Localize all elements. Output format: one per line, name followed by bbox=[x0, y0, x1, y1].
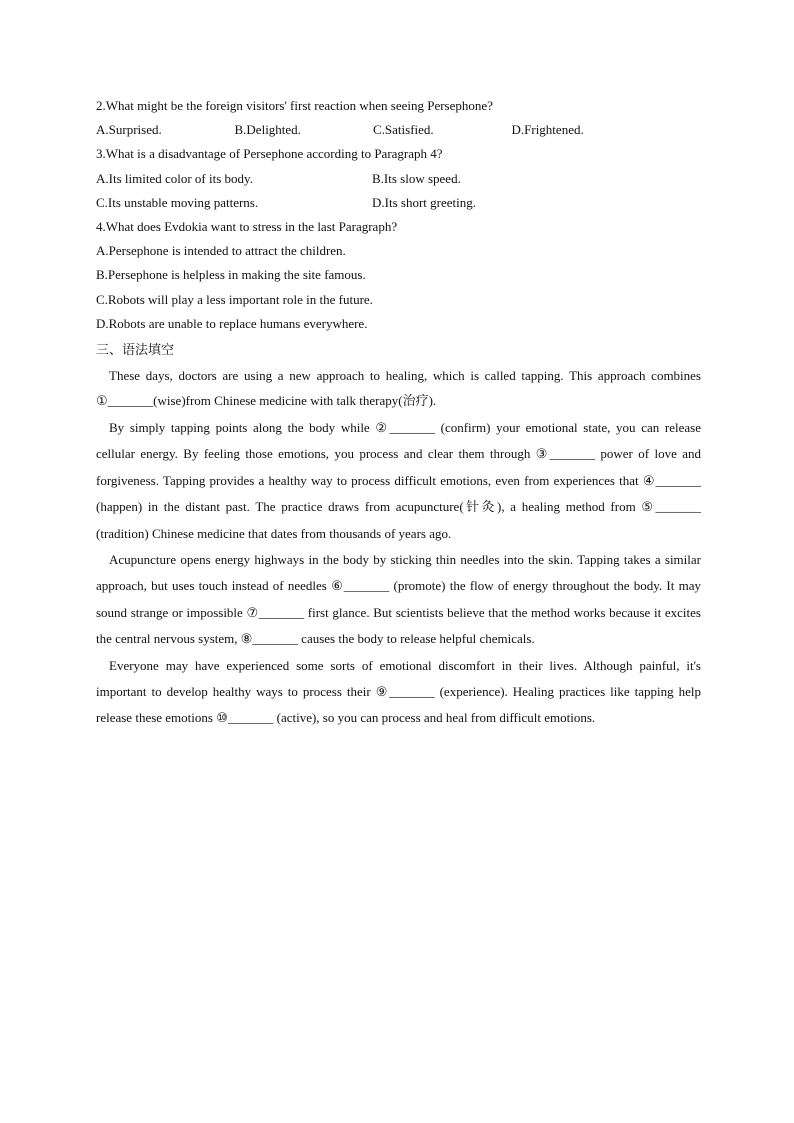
question-stem: 3.What is a disadvantage of Persephone according to Paragraph 4? bbox=[96, 146, 443, 162]
option-b: B.Delighted. bbox=[234, 122, 301, 138]
option-c: C.Robots will play a less important role in the future. bbox=[96, 291, 373, 307]
option-b: B.Persephone is helpless in making the site famous. bbox=[96, 267, 366, 283]
paragraph-3: Acupuncture opens energy highways in the body by sticking thin needles into the skin. Tapping takes a similar approach, but uses touch instead of needles ⑥_______ (promote) the flow of energy throughout the body. It may sound strange or impossible ⑦_______ first glance. But scientists believe that the method works because it excites the central nervous system, ⑧_______ causes the body to release helpful chemicals. bbox=[96, 551, 701, 647]
option-b: B.Its slow speed. bbox=[372, 170, 461, 186]
option-d: D.Its short greeting. bbox=[372, 194, 476, 210]
option-c: C.Its unstable moving patterns. bbox=[96, 194, 259, 210]
option-d: D.Robots are unable to replace humans everywhere. bbox=[96, 315, 368, 331]
question-stem: 4.What does Evdokia want to stress in the last Paragraph? bbox=[96, 218, 398, 234]
paragraph-2: By simply tapping points along the body while ②_______ (confirm) your emotional state, you can release cellular energy. By feeling those emotions, you process and clear them through ③_______ power of love and forgiveness. Tapping provides a healthy way to process difficult emotions, even from experiences that ④_______ (happen) in the distant past. The practice draws from acupuncture(针灸), a healing method from ⑤_______ (tradition) Chinese medicine that dates from thousands of years ago. bbox=[96, 419, 701, 541]
option-a: A.Surprised. bbox=[96, 122, 162, 138]
option-row bbox=[96, 167, 701, 191]
question-4 bbox=[96, 215, 701, 336]
document-body bbox=[96, 94, 701, 732]
question-3 bbox=[96, 142, 701, 215]
option-row bbox=[96, 118, 701, 142]
option-c: C.Satisfied. bbox=[373, 122, 434, 138]
paragraph-1: These days, doctors are using a new approach to healing, which is called tapping. This approach combines ①_______(wise)from Chinese medicine with talk therapy(治疗). bbox=[96, 367, 701, 408]
paragraph-4: Everyone may have experienced some sorts of emotional discomfort in their lives. Although painful, it's important to develop healthy ways to process their ⑨_______ (experience). Healing practices like tapping help release these emotions ⑩_______ (active), so you can process and heal from difficult emotions. bbox=[96, 657, 701, 726]
option-a: A.Its limited color of its body. bbox=[96, 170, 253, 186]
option-a: A.Persephone is intended to attract the children. bbox=[96, 243, 346, 259]
option-d: D.Frightened. bbox=[511, 122, 584, 138]
section-title: 三、语法填空 bbox=[96, 342, 175, 358]
option-row bbox=[96, 191, 701, 215]
question-2 bbox=[96, 94, 701, 142]
question-stem: 2.What might be the foreign visitors' first reaction when seeing Persephone? bbox=[96, 98, 493, 113]
